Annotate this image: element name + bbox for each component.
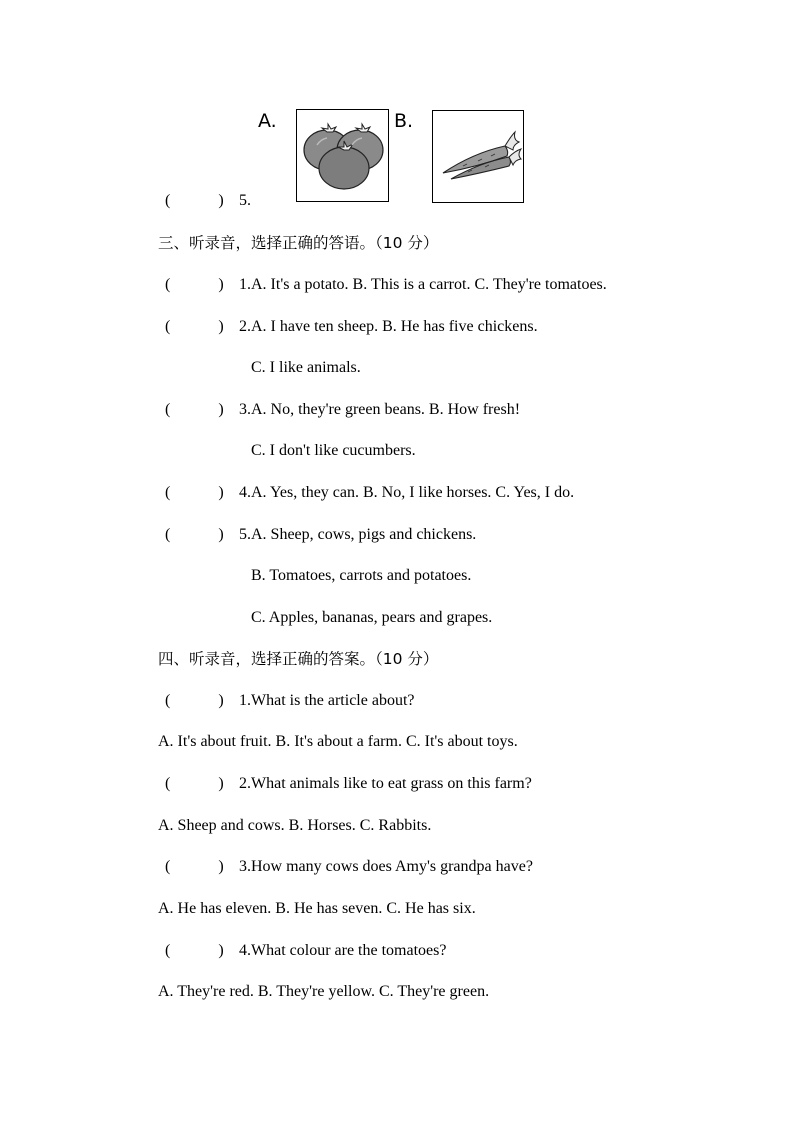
list-item [165,857,533,877]
carrots-icon [432,110,524,203]
answer-options: A. They're red. B. They're yellow. C. They're green. [158,983,490,1000]
list-item [165,275,607,295]
answer-bracket[interactable]: ( ) [165,276,224,293]
question-text: 5.A. Sheep, cows, pigs and chickens. [239,526,477,543]
list-item [165,525,476,545]
answer-bracket[interactable]: ( ) [165,775,224,792]
answer-options: A. He has eleven. B. He has seven. C. He has six. [158,900,476,917]
section-3-heading: 三、听录音，选择正确的答语。（10 分） [158,234,439,252]
list-item [165,941,446,961]
section-4-heading: 四、听录音，选择正确的答案。（10 分） [158,650,439,668]
option-continuation: C. I like animals. [251,359,361,376]
answer-bracket[interactable]: ( ) [165,192,224,209]
question-text: 2.A. I have ten sheep. B. He has five chickens. [239,318,538,335]
answer-options: A. Sheep and cows. B. Horses. C. Rabbits. [158,817,432,834]
answer-bracket[interactable]: ( ) [165,484,224,501]
list-item [165,483,574,503]
option-continuation: C. I don't like cucumbers. [251,442,416,459]
question-text: 3.How many cows does Amy's grandpa have? [239,858,533,875]
answer-bracket[interactable]: ( ) [165,692,224,709]
question-text: 1.What is the article about? [239,692,415,709]
option-continuation: C. Apples, bananas, pears and grapes. [251,609,493,626]
list-item [165,317,538,337]
question-text: 1.A. It's a potato. B. This is a carrot. C. They're tomatoes. [239,276,607,293]
list-item [165,400,520,420]
list-item [165,774,532,794]
list-item [165,691,414,711]
answer-bracket[interactable]: ( ) [165,942,224,959]
option-b-label: B. [394,110,414,132]
option-continuation: B. Tomatoes, carrots and potatoes. [251,567,472,584]
answer-bracket[interactable]: ( ) [165,318,224,335]
question-text: 3.A. No, they're green beans. B. How fresh! [239,401,521,418]
question-text: 4.A. Yes, they can. B. No, I like horses. C. Yes, I do. [239,484,575,501]
answer-bracket[interactable]: ( ) [165,858,224,875]
answer-bracket[interactable]: ( ) [165,526,224,543]
question-text: 4.What colour are the tomatoes? [239,942,447,959]
answer-options: A. It's about fruit. B. It's about a farm. C. It's about toys. [158,733,518,750]
question-5-picture-row [165,191,251,211]
option-a-label: A. [258,110,277,132]
question-number: 5. [239,192,251,209]
answer-bracket[interactable]: ( ) [165,401,224,418]
tomatoes-icon [296,109,389,202]
question-text: 2.What animals like to eat grass on this farm? [239,775,532,792]
